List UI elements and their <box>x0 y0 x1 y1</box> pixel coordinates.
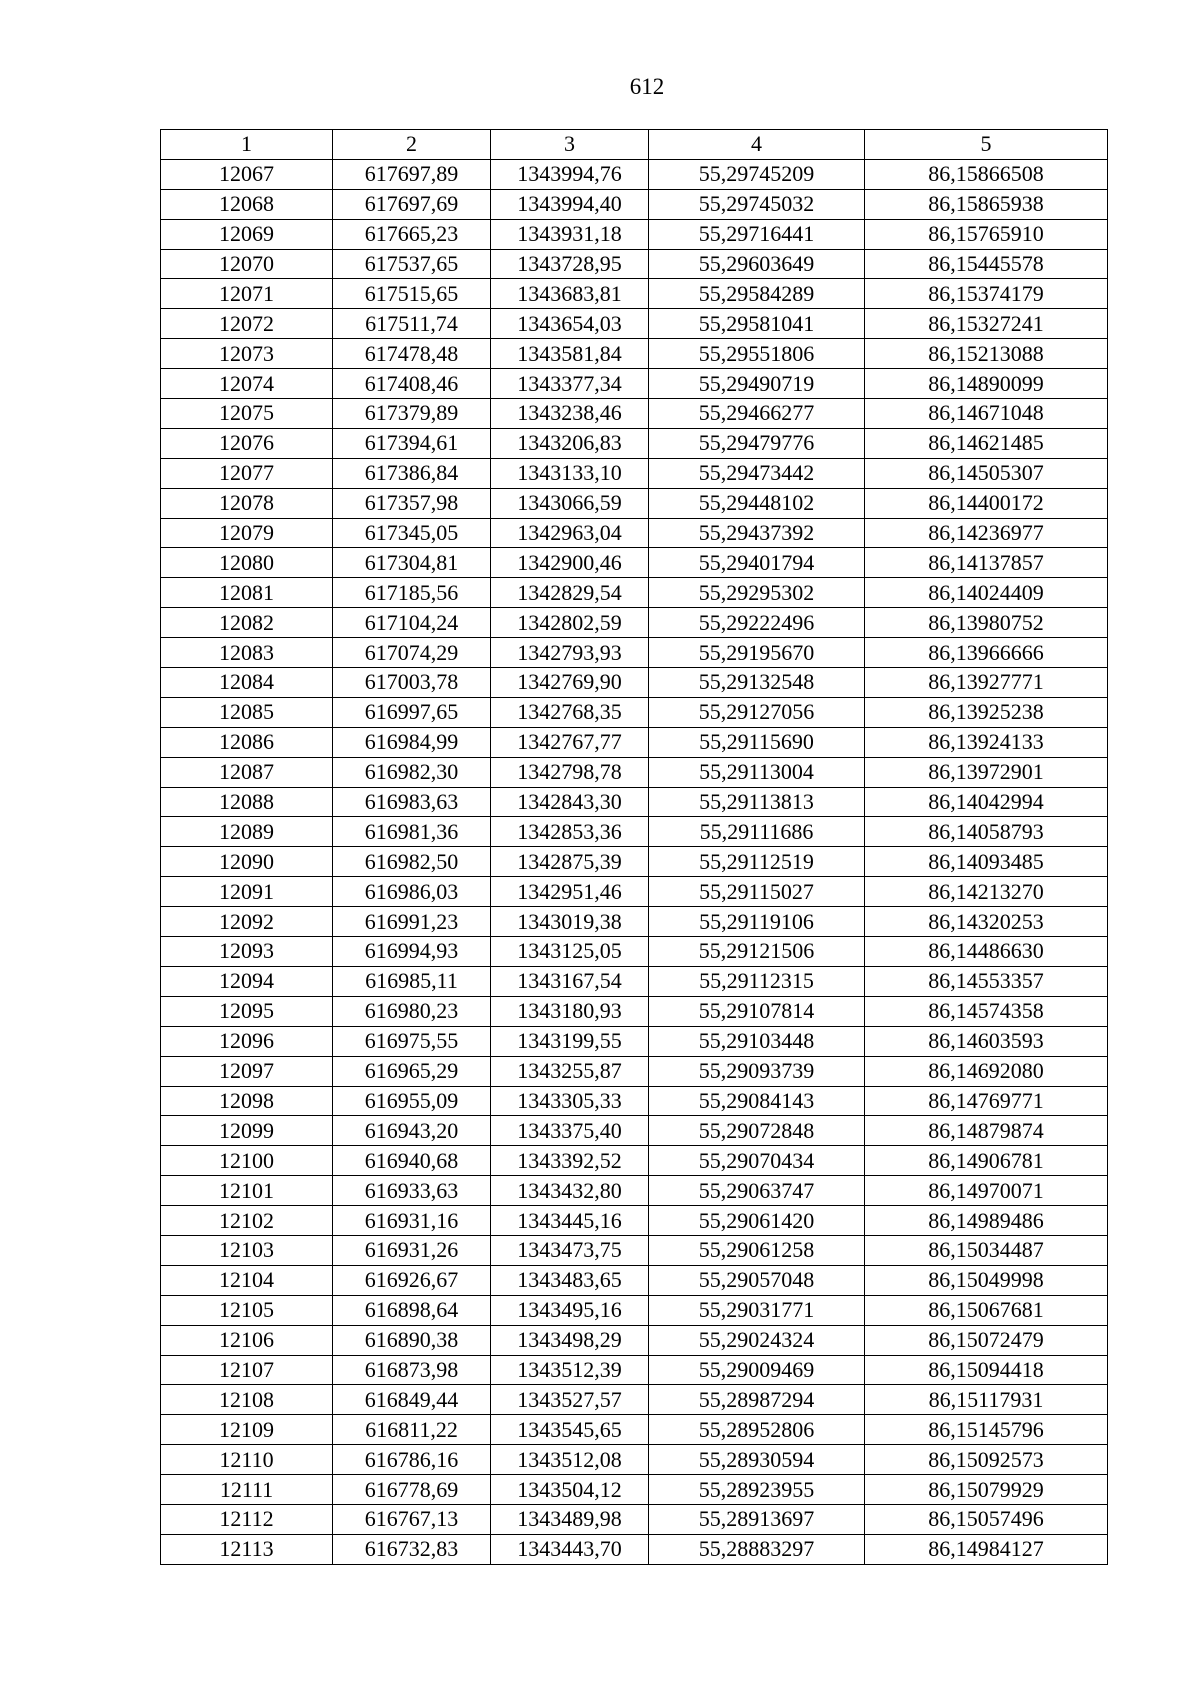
table-row <box>161 309 1108 339</box>
table-cell: 55,29113813 <box>649 787 865 817</box>
table-row <box>161 189 1108 219</box>
table-cell: 616955,09 <box>333 1086 491 1116</box>
table-cell: 55,29132548 <box>649 668 865 698</box>
table-cell: 55,29057048 <box>649 1265 865 1295</box>
table-cell: 86,14137857 <box>865 548 1108 578</box>
table-cell: 12077 <box>161 458 333 488</box>
table-cell: 12101 <box>161 1176 333 1206</box>
table-cell: 12109 <box>161 1415 333 1445</box>
table-cell: 617104,24 <box>333 608 491 638</box>
table-cell: 12102 <box>161 1206 333 1236</box>
table-cell: 86,15765910 <box>865 219 1108 249</box>
table-row <box>161 518 1108 548</box>
table-cell: 86,15145796 <box>865 1415 1108 1445</box>
table-cell: 12098 <box>161 1086 333 1116</box>
table-cell: 616965,29 <box>333 1056 491 1086</box>
table-cell: 12112 <box>161 1504 333 1534</box>
table-cell: 86,14671048 <box>865 399 1108 429</box>
table-cell: 55,29581041 <box>649 309 865 339</box>
table-cell: 86,13980752 <box>865 608 1108 638</box>
table-cell: 86,15445578 <box>865 249 1108 279</box>
table-row <box>161 1385 1108 1415</box>
table-cell: 617379,89 <box>333 399 491 429</box>
table-row <box>161 877 1108 907</box>
table-cell: 55,28913697 <box>649 1504 865 1534</box>
table-cell: 617357,98 <box>333 488 491 518</box>
table-cell: 55,29084143 <box>649 1086 865 1116</box>
table-cell: 616984,99 <box>333 727 491 757</box>
table-cell: 12100 <box>161 1146 333 1176</box>
table-cell: 86,14505307 <box>865 458 1108 488</box>
table-cell: 1343019,38 <box>491 907 649 937</box>
table-cell: 12106 <box>161 1325 333 1355</box>
table-cell: 1342875,39 <box>491 847 649 877</box>
table-cell: 55,29745209 <box>649 159 865 189</box>
table-cell: 1343167,54 <box>491 966 649 996</box>
table-cell: 1342802,59 <box>491 608 649 638</box>
table-cell: 86,15213088 <box>865 339 1108 369</box>
table-cell: 86,14906781 <box>865 1146 1108 1176</box>
table-cell: 55,29093739 <box>649 1056 865 1086</box>
table-cell: 1343994,40 <box>491 189 649 219</box>
table-row <box>161 1475 1108 1505</box>
table-cell: 1343654,03 <box>491 309 649 339</box>
table-cell: 55,29401794 <box>649 548 865 578</box>
table-cell: 55,29745032 <box>649 189 865 219</box>
column-header: 3 <box>491 130 649 160</box>
table-cell: 617515,65 <box>333 279 491 309</box>
table-cell: 55,28987294 <box>649 1385 865 1415</box>
table-cell: 55,29584289 <box>649 279 865 309</box>
table-cell: 1343392,52 <box>491 1146 649 1176</box>
table-cell: 12075 <box>161 399 333 429</box>
table-cell: 86,14879874 <box>865 1116 1108 1146</box>
table-cell: 55,29716441 <box>649 219 865 249</box>
table-cell: 55,29121506 <box>649 937 865 967</box>
table-cell: 12071 <box>161 279 333 309</box>
table-cell: 86,13925238 <box>865 697 1108 727</box>
table-row <box>161 458 1108 488</box>
table-cell: 1343483,65 <box>491 1265 649 1295</box>
table-cell: 1343133,10 <box>491 458 649 488</box>
table-cell: 12099 <box>161 1116 333 1146</box>
table-cell: 616982,30 <box>333 757 491 787</box>
table-cell: 86,13927771 <box>865 668 1108 698</box>
table-cell: 86,15094418 <box>865 1355 1108 1385</box>
table-cell: 12074 <box>161 369 333 399</box>
table-cell: 55,29111686 <box>649 817 865 847</box>
table-cell: 55,29127056 <box>649 697 865 727</box>
table-cell: 86,14236977 <box>865 518 1108 548</box>
table-cell: 86,14553357 <box>865 966 1108 996</box>
table-cell: 12085 <box>161 697 333 727</box>
table-cell: 55,28952806 <box>649 1415 865 1445</box>
table-cell: 86,14400172 <box>865 488 1108 518</box>
table-cell: 86,14769771 <box>865 1086 1108 1116</box>
table-cell: 55,29490719 <box>649 369 865 399</box>
column-header: 4 <box>649 130 865 160</box>
table-cell: 86,15374179 <box>865 279 1108 309</box>
table-row <box>161 757 1108 787</box>
table-cell: 1342951,46 <box>491 877 649 907</box>
table-cell: 86,14989486 <box>865 1206 1108 1236</box>
table-cell: 617537,65 <box>333 249 491 279</box>
table-cell: 86,15866508 <box>865 159 1108 189</box>
table-cell: 617185,56 <box>333 578 491 608</box>
table-cell: 12096 <box>161 1026 333 1056</box>
table-cell: 1343581,84 <box>491 339 649 369</box>
table-cell: 55,29061420 <box>649 1206 865 1236</box>
table-cell: 616767,13 <box>333 1504 491 1534</box>
table-cell: 55,29103448 <box>649 1026 865 1056</box>
table-cell: 1343545,65 <box>491 1415 649 1445</box>
table-cell: 616997,65 <box>333 697 491 727</box>
table-cell: 12084 <box>161 668 333 698</box>
table-cell: 1343495,16 <box>491 1295 649 1325</box>
table-cell: 86,14093485 <box>865 847 1108 877</box>
table-row <box>161 1355 1108 1385</box>
table-row <box>161 907 1108 937</box>
table-cell: 12069 <box>161 219 333 249</box>
table-cell: 12097 <box>161 1056 333 1086</box>
table-cell: 12103 <box>161 1235 333 1265</box>
page-number: 612 <box>629 74 665 99</box>
table-cell: 86,15092573 <box>865 1445 1108 1475</box>
table-cell: 616940,68 <box>333 1146 491 1176</box>
table-cell: 86,14024409 <box>865 578 1108 608</box>
table-row <box>161 369 1108 399</box>
table-cell: 617074,29 <box>333 638 491 668</box>
table-cell: 55,29603649 <box>649 249 865 279</box>
table-cell: 12088 <box>161 787 333 817</box>
table-cell: 12105 <box>161 1295 333 1325</box>
table-cell: 616811,22 <box>333 1415 491 1445</box>
table-row <box>161 638 1108 668</box>
table-cell: 616890,38 <box>333 1325 491 1355</box>
table-row <box>161 399 1108 429</box>
table-cell: 12090 <box>161 847 333 877</box>
table-cell: 1343473,75 <box>491 1235 649 1265</box>
table-cell: 86,13972901 <box>865 757 1108 787</box>
table-cell: 55,29113004 <box>649 757 865 787</box>
table-cell: 55,29061258 <box>649 1235 865 1265</box>
table-cell: 55,29222496 <box>649 608 865 638</box>
table-cell: 55,29437392 <box>649 518 865 548</box>
table-cell: 12093 <box>161 937 333 967</box>
table-cell: 616980,23 <box>333 996 491 1026</box>
table-cell: 12081 <box>161 578 333 608</box>
table-cell: 55,29473442 <box>649 458 865 488</box>
table-header <box>161 130 1108 160</box>
table-cell: 1343931,18 <box>491 219 649 249</box>
table-cell: 55,29112519 <box>649 847 865 877</box>
table-cell: 616986,03 <box>333 877 491 907</box>
table-cell: 616926,67 <box>333 1265 491 1295</box>
table-row <box>161 937 1108 967</box>
table-cell: 617386,84 <box>333 458 491 488</box>
table-row <box>161 668 1108 698</box>
table-cell: 616981,36 <box>333 817 491 847</box>
table-cell: 12086 <box>161 727 333 757</box>
table-cell: 12095 <box>161 996 333 1026</box>
table-body <box>161 159 1108 1564</box>
table-cell: 12110 <box>161 1445 333 1475</box>
table-cell: 55,29024324 <box>649 1325 865 1355</box>
table-cell: 1343199,55 <box>491 1026 649 1056</box>
table-cell: 1343512,08 <box>491 1445 649 1475</box>
table-cell: 1343445,16 <box>491 1206 649 1236</box>
table-cell: 86,14890099 <box>865 369 1108 399</box>
table-cell: 12094 <box>161 966 333 996</box>
table-cell: 12079 <box>161 518 333 548</box>
table-row <box>161 847 1108 877</box>
table-cell: 86,14058793 <box>865 817 1108 847</box>
table-cell: 1342798,78 <box>491 757 649 787</box>
table-row <box>161 1235 1108 1265</box>
table-cell: 616994,93 <box>333 937 491 967</box>
table-cell: 12104 <box>161 1265 333 1295</box>
table-cell: 1343527,57 <box>491 1385 649 1415</box>
table-cell: 617665,23 <box>333 219 491 249</box>
header-row <box>161 130 1108 160</box>
table-cell: 86,15057496 <box>865 1504 1108 1534</box>
table-row <box>161 697 1108 727</box>
table-cell: 617697,89 <box>333 159 491 189</box>
table-cell: 617408,46 <box>333 369 491 399</box>
table-cell: 12107 <box>161 1355 333 1385</box>
table-row <box>161 279 1108 309</box>
table-cell: 55,29119106 <box>649 907 865 937</box>
table-cell: 1343125,05 <box>491 937 649 967</box>
table-cell: 86,14692080 <box>865 1056 1108 1086</box>
table-cell: 55,28923955 <box>649 1475 865 1505</box>
table-row <box>161 1504 1108 1534</box>
table-cell: 86,15327241 <box>865 309 1108 339</box>
table-cell: 1342769,90 <box>491 668 649 698</box>
table-cell: 55,29466277 <box>649 399 865 429</box>
table-cell: 1343255,87 <box>491 1056 649 1086</box>
table-row <box>161 787 1108 817</box>
table-cell: 616943,20 <box>333 1116 491 1146</box>
table-row <box>161 1534 1108 1564</box>
table-row <box>161 727 1108 757</box>
table-row <box>161 249 1108 279</box>
table-cell: 1342767,77 <box>491 727 649 757</box>
table-cell: 1342843,30 <box>491 787 649 817</box>
table-cell: 616985,11 <box>333 966 491 996</box>
table-cell: 86,15034487 <box>865 1235 1108 1265</box>
table-row <box>161 428 1108 458</box>
table-cell: 55,28883297 <box>649 1534 865 1564</box>
table-cell: 55,29107814 <box>649 996 865 1026</box>
table-cell: 1342963,04 <box>491 518 649 548</box>
table-cell: 12073 <box>161 339 333 369</box>
table-cell: 55,28930594 <box>649 1445 865 1475</box>
table-cell: 86,14574358 <box>865 996 1108 1026</box>
table-cell: 55,29070434 <box>649 1146 865 1176</box>
table-cell: 12080 <box>161 548 333 578</box>
table-cell: 12076 <box>161 428 333 458</box>
table-cell: 86,15117931 <box>865 1385 1108 1415</box>
table-cell: 12089 <box>161 817 333 847</box>
table-row <box>161 1415 1108 1445</box>
table-row <box>161 608 1108 638</box>
table-cell: 1343066,59 <box>491 488 649 518</box>
table-row <box>161 339 1108 369</box>
table-cell: 616873,98 <box>333 1355 491 1385</box>
table-row <box>161 1295 1108 1325</box>
table-cell: 616732,83 <box>333 1534 491 1564</box>
table-cell: 86,15067681 <box>865 1295 1108 1325</box>
table-cell: 55,29448102 <box>649 488 865 518</box>
table-cell: 1342853,36 <box>491 817 649 847</box>
table-row <box>161 1206 1108 1236</box>
table-cell: 616931,16 <box>333 1206 491 1236</box>
table-cell: 86,14603593 <box>865 1026 1108 1056</box>
table-cell: 55,29009469 <box>649 1355 865 1385</box>
table-row <box>161 817 1108 847</box>
table-cell: 1343728,95 <box>491 249 649 279</box>
table-cell: 12087 <box>161 757 333 787</box>
table-cell: 86,15865938 <box>865 189 1108 219</box>
table-cell: 617304,81 <box>333 548 491 578</box>
table-cell: 616778,69 <box>333 1475 491 1505</box>
table-cell: 86,14042994 <box>865 787 1108 817</box>
table-cell: 617003,78 <box>333 668 491 698</box>
table-cell: 1343206,83 <box>491 428 649 458</box>
table-cell: 12072 <box>161 309 333 339</box>
table-cell: 12082 <box>161 608 333 638</box>
coordinates-table <box>160 129 1108 1565</box>
table-cell: 86,14486630 <box>865 937 1108 967</box>
table-cell: 1342900,46 <box>491 548 649 578</box>
table-cell: 1343305,33 <box>491 1086 649 1116</box>
table-cell: 12067 <box>161 159 333 189</box>
table-row <box>161 966 1108 996</box>
column-header: 2 <box>333 130 491 160</box>
table-row <box>161 219 1108 249</box>
table-row <box>161 159 1108 189</box>
table-cell: 1343498,29 <box>491 1325 649 1355</box>
table-cell: 12092 <box>161 907 333 937</box>
table-cell: 86,14984127 <box>865 1534 1108 1564</box>
table-cell: 617697,69 <box>333 189 491 219</box>
table-cell: 1343238,46 <box>491 399 649 429</box>
table-cell: 55,29031771 <box>649 1295 865 1325</box>
table-cell: 55,29551806 <box>649 339 865 369</box>
table-cell: 55,29115690 <box>649 727 865 757</box>
table-cell: 86,14621485 <box>865 428 1108 458</box>
table-cell: 55,29063747 <box>649 1176 865 1206</box>
table-cell: 1343512,39 <box>491 1355 649 1385</box>
table-cell: 616991,23 <box>333 907 491 937</box>
table-cell: 12078 <box>161 488 333 518</box>
table-cell: 617394,61 <box>333 428 491 458</box>
table-cell: 86,14970071 <box>865 1176 1108 1206</box>
table-cell: 12070 <box>161 249 333 279</box>
table-cell: 1343375,40 <box>491 1116 649 1146</box>
table-cell: 616786,16 <box>333 1445 491 1475</box>
table-cell: 55,29195670 <box>649 638 865 668</box>
table-cell: 616975,55 <box>333 1026 491 1056</box>
table-cell: 1343377,34 <box>491 369 649 399</box>
table-cell: 86,13966666 <box>865 638 1108 668</box>
table-cell: 1342768,35 <box>491 697 649 727</box>
table-row <box>161 578 1108 608</box>
table-cell: 1343489,98 <box>491 1504 649 1534</box>
table-row <box>161 1176 1108 1206</box>
table-cell: 616982,50 <box>333 847 491 877</box>
table-cell: 86,13924133 <box>865 727 1108 757</box>
table-cell: 55,29112315 <box>649 966 865 996</box>
table-cell: 12091 <box>161 877 333 907</box>
column-header: 5 <box>865 130 1108 160</box>
table-cell: 1342793,93 <box>491 638 649 668</box>
table-cell: 616849,44 <box>333 1385 491 1415</box>
table-cell: 55,29479776 <box>649 428 865 458</box>
table-row <box>161 1056 1108 1086</box>
table-row <box>161 1265 1108 1295</box>
table-cell: 12111 <box>161 1475 333 1505</box>
table-row <box>161 996 1108 1026</box>
table-cell: 12108 <box>161 1385 333 1415</box>
table-cell: 12083 <box>161 638 333 668</box>
table-row <box>161 1116 1108 1146</box>
table-cell: 12068 <box>161 189 333 219</box>
table-cell: 617345,05 <box>333 518 491 548</box>
table-cell: 616983,63 <box>333 787 491 817</box>
table-row <box>161 1026 1108 1056</box>
table-cell: 1342829,54 <box>491 578 649 608</box>
table-row <box>161 488 1108 518</box>
table-cell: 1343504,12 <box>491 1475 649 1505</box>
table-cell: 55,29072848 <box>649 1116 865 1146</box>
column-header: 1 <box>161 130 333 160</box>
table-row <box>161 1325 1108 1355</box>
table-row <box>161 1445 1108 1475</box>
table-cell: 617511,74 <box>333 309 491 339</box>
table-cell: 12113 <box>161 1534 333 1564</box>
table-cell: 616898,64 <box>333 1295 491 1325</box>
table-cell: 1343443,70 <box>491 1534 649 1564</box>
table-cell: 616933,63 <box>333 1176 491 1206</box>
table-cell: 55,29295302 <box>649 578 865 608</box>
table-cell: 86,15079929 <box>865 1475 1108 1505</box>
table-cell: 1343180,93 <box>491 996 649 1026</box>
table-cell: 86,14320253 <box>865 907 1108 937</box>
table-cell: 1343432,80 <box>491 1176 649 1206</box>
table-cell: 86,15049998 <box>865 1265 1108 1295</box>
table-row <box>161 1086 1108 1116</box>
table-cell: 86,14213270 <box>865 877 1108 907</box>
table-row <box>161 548 1108 578</box>
table-cell: 616931,26 <box>333 1235 491 1265</box>
table-cell: 617478,48 <box>333 339 491 369</box>
table-row <box>161 1146 1108 1176</box>
table-cell: 1343994,76 <box>491 159 649 189</box>
table-cell: 55,29115027 <box>649 877 865 907</box>
table-cell: 1343683,81 <box>491 279 649 309</box>
table-cell: 86,15072479 <box>865 1325 1108 1355</box>
